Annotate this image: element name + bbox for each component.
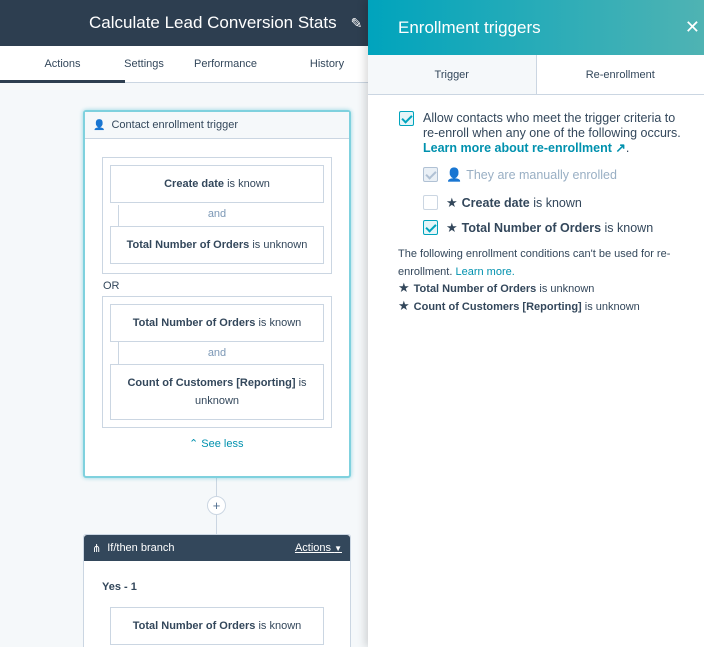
caret-down-icon: ▼ bbox=[334, 544, 342, 553]
branch-actions-label: Actions bbox=[294, 542, 332, 554]
star-icon: ★ bbox=[398, 280, 410, 295]
option-operator: is known bbox=[604, 221, 654, 235]
unusable-property: Count of Customers [Reporting] bbox=[413, 301, 582, 313]
allow-reenroll-checkbox[interactable] bbox=[399, 111, 414, 126]
tab-performance-label: Performance bbox=[194, 58, 257, 70]
tab-actions-label: Actions bbox=[44, 58, 81, 70]
condition-property: Total Number of Orders bbox=[132, 620, 256, 632]
star-icon: ★ bbox=[446, 220, 458, 235]
condition-operator-cont: unknown bbox=[194, 395, 240, 407]
and-label: and bbox=[207, 347, 227, 359]
tab-history-label: History bbox=[309, 58, 345, 70]
condition-operator: is known bbox=[258, 317, 302, 329]
unusable-operator: is unknown bbox=[584, 301, 640, 313]
condition-text bbox=[127, 374, 306, 410]
unusable-condition-2 bbox=[398, 298, 640, 314]
trigger-card-title: Contact enrollment trigger bbox=[111, 119, 239, 131]
allow-text-line2: re-enroll when any one of the following occurs. bbox=[423, 126, 681, 140]
tab-settings-label: Settings bbox=[124, 58, 164, 70]
if-then-branch-card[interactable] bbox=[83, 534, 351, 647]
tab-trigger[interactable] bbox=[368, 55, 537, 94]
or-label: OR bbox=[103, 280, 120, 292]
allow-reenroll-text bbox=[423, 111, 681, 156]
create-date-option bbox=[446, 195, 582, 211]
option-operator: is known bbox=[533, 196, 582, 210]
condition-property: Total Number of Orders bbox=[132, 317, 256, 329]
workflow-topbar bbox=[0, 0, 368, 46]
condition-orders-known[interactable] bbox=[110, 304, 324, 342]
pencil-icon[interactable]: ✎ bbox=[350, 14, 363, 31]
panel-title: Enrollment triggers bbox=[398, 17, 541, 37]
trigger-group-1 bbox=[102, 157, 332, 274]
conditions-note bbox=[398, 245, 670, 281]
see-less-label: See less bbox=[201, 438, 244, 450]
unusable-condition-1 bbox=[398, 280, 594, 296]
tab-performance[interactable] bbox=[163, 46, 288, 82]
conditions-note-line1: The following enrollment conditions can't be used for re- bbox=[398, 248, 671, 260]
condition-operator: is known bbox=[258, 620, 302, 632]
branch-actions-dropdown[interactable] bbox=[295, 542, 342, 554]
condition-operator: is bbox=[298, 377, 307, 389]
workflow-tabs bbox=[0, 46, 368, 83]
conditions-note-line2: enrollment. bbox=[398, 266, 453, 278]
unusable-operator: is unknown bbox=[539, 283, 595, 295]
period: . bbox=[625, 141, 630, 155]
panel-tabs bbox=[368, 55, 704, 95]
unusable-property: Total Number of Orders bbox=[413, 283, 537, 295]
total-orders-checkbox[interactable] bbox=[423, 220, 438, 235]
condition-operator: is unknown bbox=[252, 239, 308, 251]
branch-yes-label: Yes - 1 bbox=[102, 581, 137, 593]
tab-reenrollment-label: Re-enrollment bbox=[585, 68, 655, 81]
enrollment-trigger-card[interactable] bbox=[83, 110, 351, 478]
branch-card-title: If/then branch bbox=[107, 542, 175, 554]
trigger-group-2 bbox=[102, 296, 332, 428]
person-icon: 👤 bbox=[446, 167, 463, 182]
condition-orders-unknown[interactable] bbox=[110, 226, 324, 264]
trigger-card-header bbox=[85, 112, 349, 139]
plus-icon: + bbox=[212, 498, 221, 513]
branch-icon: ⋔ bbox=[92, 542, 102, 555]
option-property: Create date bbox=[461, 196, 530, 210]
manually-enrolled-checkbox[interactable] bbox=[423, 167, 438, 182]
create-date-checkbox[interactable] bbox=[423, 195, 438, 210]
allow-text-line1: Allow contacts who meet the trigger criteria to bbox=[423, 111, 676, 125]
star-icon: ★ bbox=[398, 298, 410, 313]
enrollment-triggers-panel bbox=[368, 0, 704, 647]
branch-condition[interactable] bbox=[110, 607, 324, 645]
manually-enrolled-option bbox=[446, 167, 617, 183]
condition-customers-unknown[interactable] bbox=[110, 364, 324, 420]
condition-text bbox=[127, 236, 308, 254]
condition-text bbox=[133, 617, 302, 635]
condition-text bbox=[164, 175, 270, 193]
person-icon: 👤 bbox=[93, 119, 106, 131]
tab-trigger-label: Trigger bbox=[434, 68, 469, 81]
workflow-title: Calculate Lead Conversion Stats bbox=[89, 13, 337, 32]
learn-more-reenroll-label: Learn more about re-enrollment bbox=[423, 141, 612, 155]
total-orders-option bbox=[446, 220, 653, 236]
manually-enrolled-label: They are manually enrolled bbox=[466, 168, 617, 182]
condition-property: Count of Customers [Reporting] bbox=[127, 377, 296, 389]
condition-property: Total Number of Orders bbox=[126, 239, 250, 251]
learn-more-link[interactable]: Learn more. bbox=[455, 266, 515, 278]
tab-history[interactable] bbox=[288, 46, 366, 82]
tab-settings[interactable] bbox=[125, 46, 163, 82]
tab-actions[interactable] bbox=[0, 46, 125, 82]
and-label: and bbox=[207, 208, 227, 220]
star-icon: ★ bbox=[446, 195, 458, 210]
add-action-button[interactable] bbox=[207, 496, 226, 515]
option-property: Total Number of Orders bbox=[461, 221, 602, 235]
condition-property: Create date bbox=[164, 178, 225, 190]
close-icon[interactable]: ✕ bbox=[684, 17, 700, 37]
panel-header bbox=[368, 0, 704, 55]
condition-text bbox=[133, 314, 302, 332]
learn-more-reenroll-link[interactable] bbox=[423, 141, 626, 155]
chevron-up-icon: ⌃ bbox=[189, 438, 199, 450]
external-link-icon: ↗ bbox=[615, 141, 626, 155]
see-less-link[interactable] bbox=[189, 437, 243, 450]
branch-card-header bbox=[84, 535, 350, 561]
condition-create-date-known[interactable] bbox=[110, 165, 324, 203]
tab-reenrollment[interactable] bbox=[537, 55, 704, 94]
condition-operator: is known bbox=[227, 178, 270, 190]
